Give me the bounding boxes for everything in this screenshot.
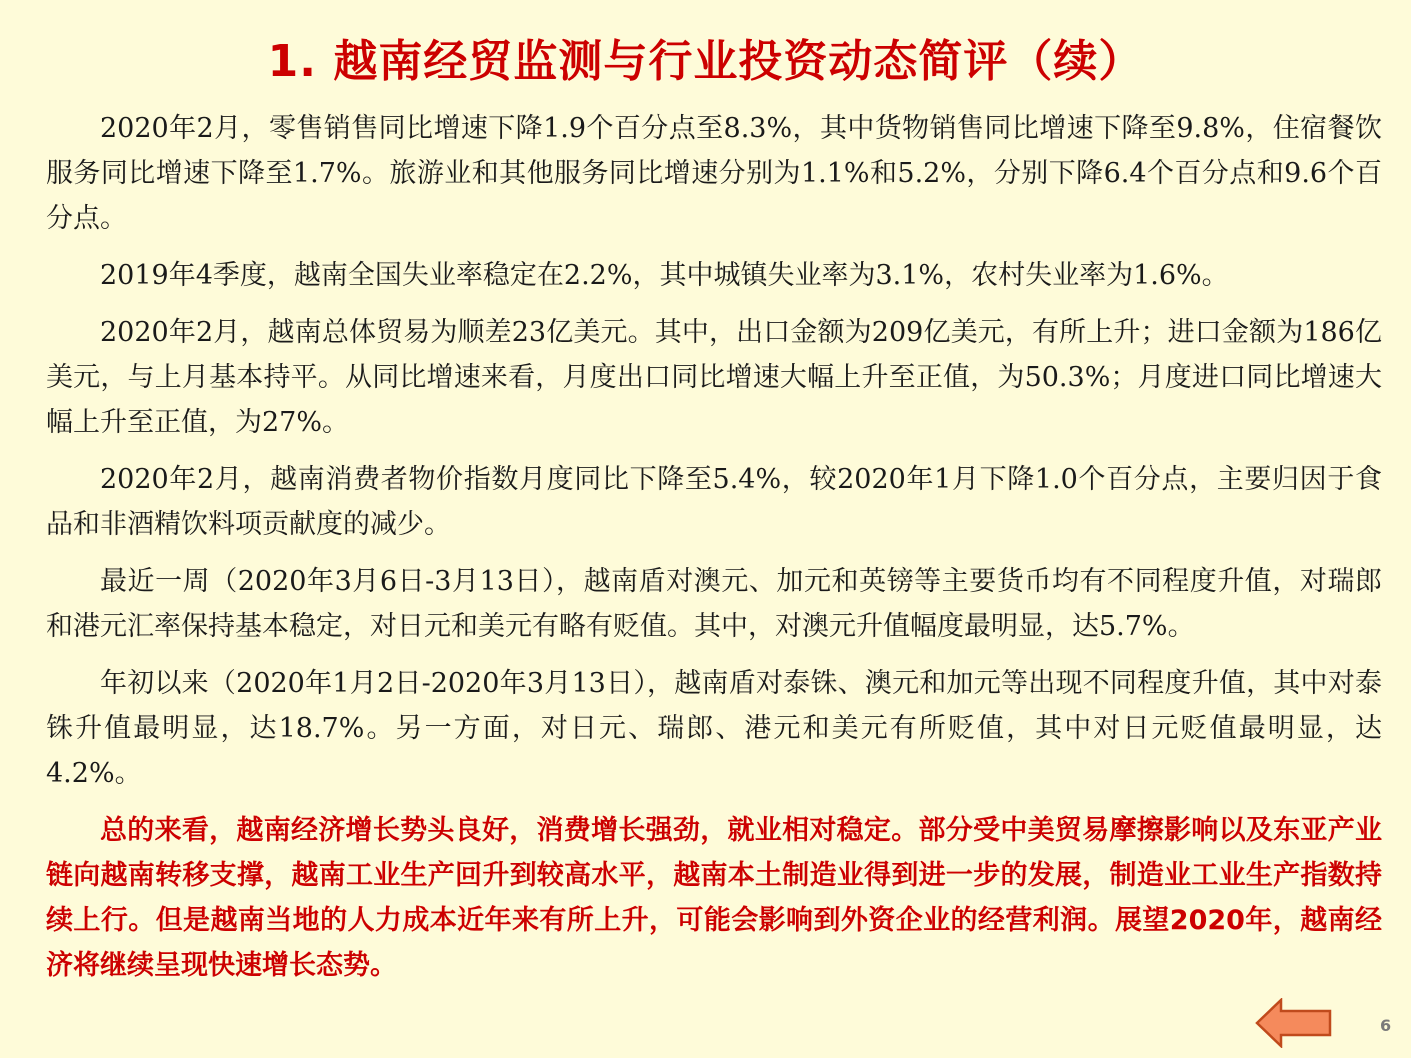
paragraph-unemployment: 2019年4季度，越南全国失业率稳定在2.2%，其中城镇失业率为3.1%，农村失业率为1.6%。 <box>100 260 1229 291</box>
paragraph-summary: 总的来看，越南经济增长势头良好，消费增长强劲，就业相对稳定。部分受中美贸易摩擦影响以及东亚产业链向越南转移支撑，越南工业生产回升到较高水平，越南本土制造业得到进一步的发展，制造业工业生产指数持续上行。但是越南当地的人力成本近年来有所上升，可能会影响到外资企业的经营利润。展望2020年，越南经济将继续呈现快速增长态势。 <box>46 815 1382 981</box>
left-arrow-icon <box>1255 998 1333 1048</box>
paragraph-trade: 2020年2月，越南总体贸易为顺差23亿美元。其中，出口金额为209亿美元，有所上升；进口金额为186亿美元，与上月基本持平。从同比增速来看，月度出口同比增速大幅上升至正值，为50.3%；月度进口同比增速大幅上升至正值，为27%。 <box>46 317 1382 438</box>
paragraph-cpi: 2020年2月，越南消费者物价指数月度同比下降至5.4%，较2020年1月下降1.0个百分点，主要归因于食品和非酒精饮料项贡献度的减少。 <box>46 464 1382 540</box>
slide-body <box>46 106 1382 1000</box>
slide-title: 1. 越南经贸监测与行业投资动态简评（续） <box>267 36 1144 87</box>
paragraph-retail-sales: 2020年2月，零售销售同比增速下降1.9个百分点至8.3%，其中货物销售同比增速下降至9.8%，住宿餐饮服务同比增速下降至1.7%。旅游业和其他服务同比增速分别为1.1%和5.2%，分别下降6.4个百分点和9.6个百分点。 <box>46 113 1382 234</box>
paragraph-exchange-ytd: 年初以来（2020年1月2日-2020年3月13日），越南盾对泰铢、澳元和加元等出现不同程度升值，其中对泰铢升值最明显，达18.7%。另一方面，对日元、瑞郎、港元和美元有所贬值，其中对日元贬值最明显，达4.2%。 <box>46 668 1382 789</box>
paragraph-exchange-week: 最近一周（2020年3月6日-3月13日），越南盾对澳元、加元和英镑等主要货币均有不同程度升值，对瑞郎和港元汇率保持基本稳定，对日元和美元有略有贬值。其中，对澳元升值幅度最明显，达5.7%。 <box>46 566 1382 642</box>
page-number: 6 <box>1380 1016 1392 1035</box>
back-button[interactable] <box>1255 998 1333 1048</box>
